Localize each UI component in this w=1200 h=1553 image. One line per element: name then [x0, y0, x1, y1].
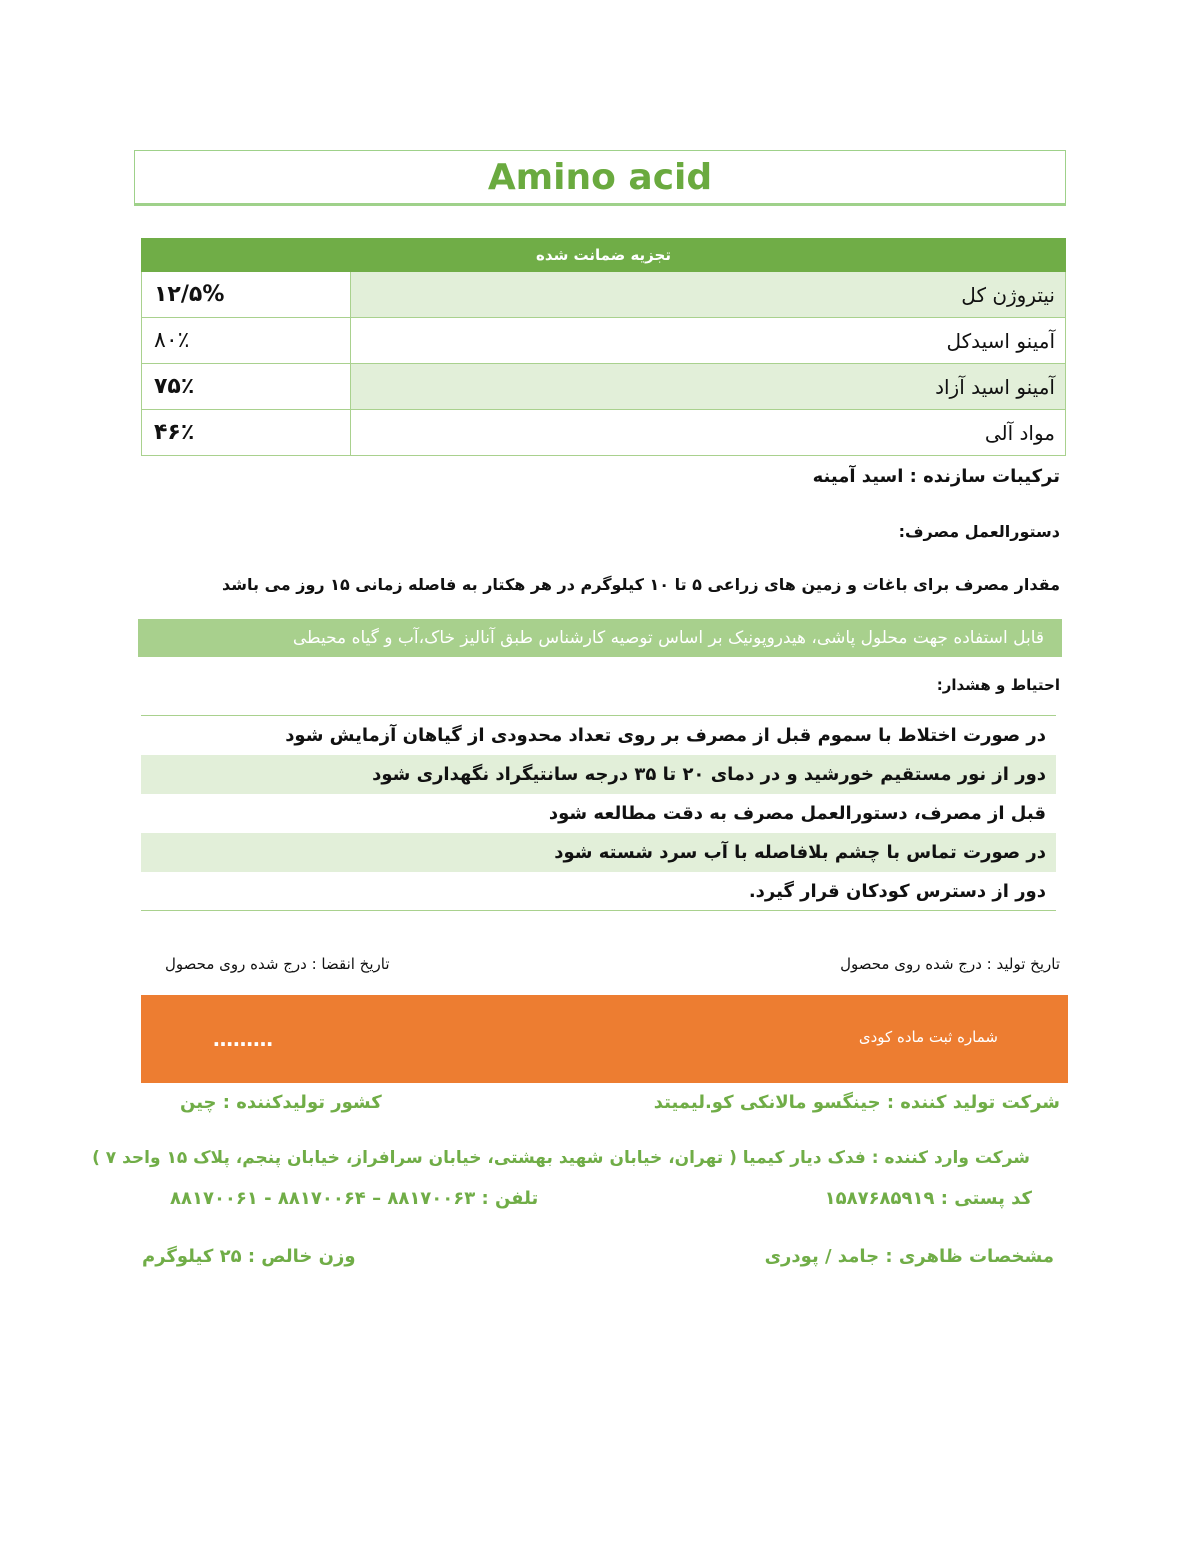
dosage-text: مقدار مصرف برای باغات و زمین های زراعی ۵ تا ۱۰ کیلوگرم در هر هکتار به فاصله زمانی ۱۵ روز می باشد: [222, 575, 1060, 594]
warning-item: دور از دسترس کودکان قرار گیرد.: [141, 872, 1056, 911]
warning-item: قبل از مصرف، دستورالعمل مصرف به دقت مطالعه شود: [548, 803, 1046, 824]
country-of-origin: کشور تولیدکننده : چین: [180, 1092, 382, 1113]
analysis-row: [141, 272, 1066, 318]
analysis-row: [141, 318, 1066, 364]
manufacturer: شرکت تولید کننده : جینگسو مالانکی کو.لیمیتد: [653, 1092, 1060, 1113]
usage-text: قابل استفاده جهت محلول پاشی، هیدروپونیک بر اساس توصیه کارشناس طبق آنالیز خاک،آب و گیاه محیطی: [292, 628, 1044, 648]
warnings-title: احتیاط و هشدار:: [936, 676, 1060, 694]
analysis-value: ۱۲/۵%: [142, 272, 351, 317]
phone: تلفن : ۸۸۱۷۰۰۶۳ – ۸۸۱۷۰۰۶۴ - ۸۸۱۷۰۰۶۱: [170, 1188, 539, 1209]
warning-item: در صورت اختلاط با سموم قبل از مصرف بر روی تعداد محدودی از گیاهان آزمایش شود: [285, 725, 1046, 746]
analysis-value: ۴۶٪: [142, 410, 351, 455]
warning-item: در صورت تماس با چشم بلافاصله با آب سرد شسته شود: [141, 833, 1056, 872]
analysis-value: ۸۰٪: [142, 318, 351, 363]
importer: شرکت وارد کننده : فدک دیار کیمیا ( تهران، خیابان شهید بهشتی، خیابان سرافراز، خیابان پنجم، پلاک ۱۵ واحد ۷ ): [92, 1148, 1030, 1168]
appearance: مشخصات ظاهری : جامد / پودری: [764, 1246, 1054, 1267]
postal-code: کد پستی : ۱۵۸۷۶۸۵۹۱۹: [824, 1188, 1032, 1209]
analysis-value: ۷۵٪: [142, 364, 351, 409]
analysis-label: آمینو اسیدکل: [946, 328, 1055, 353]
analysis-label: مواد آلی: [984, 420, 1055, 445]
net-weight: وزن خالص : ۲۵ کیلوگرم: [142, 1246, 356, 1267]
analysis-label: نیتروژن کل: [351, 272, 1065, 317]
guaranteed-analysis-table: [141, 238, 1066, 456]
registration-value: ………: [213, 1027, 273, 1051]
registration-label: شماره ثبت ماده کودی: [858, 1028, 998, 1046]
expiry-date: تاریخ انقضا : درج شده روی محصول: [165, 955, 390, 973]
warnings-list: [141, 715, 1056, 911]
analysis-row: [141, 364, 1066, 410]
warning-item: دور از نور مستقیم خورشید و در دمای ۲۰ تا ۳۵ درجه سانتیگراد نگهداری شود: [141, 755, 1056, 794]
instructions-title: دستورالعمل مصرف:: [898, 522, 1060, 541]
product-title-box: [134, 150, 1066, 206]
analysis-label: آمینو اسید آزاد: [351, 364, 1065, 409]
registration-banner: [141, 995, 1068, 1083]
production-date: تاریخ تولید : درج شده روی محصول: [840, 955, 1060, 973]
analysis-row: [141, 410, 1066, 456]
analysis-header: تجزیه ضمانت شده: [141, 238, 1066, 272]
product-title: Amino acid: [487, 156, 713, 198]
usage-banner: [138, 619, 1062, 657]
composition: ترکیبات سازنده : اسید آمینه: [812, 466, 1060, 487]
